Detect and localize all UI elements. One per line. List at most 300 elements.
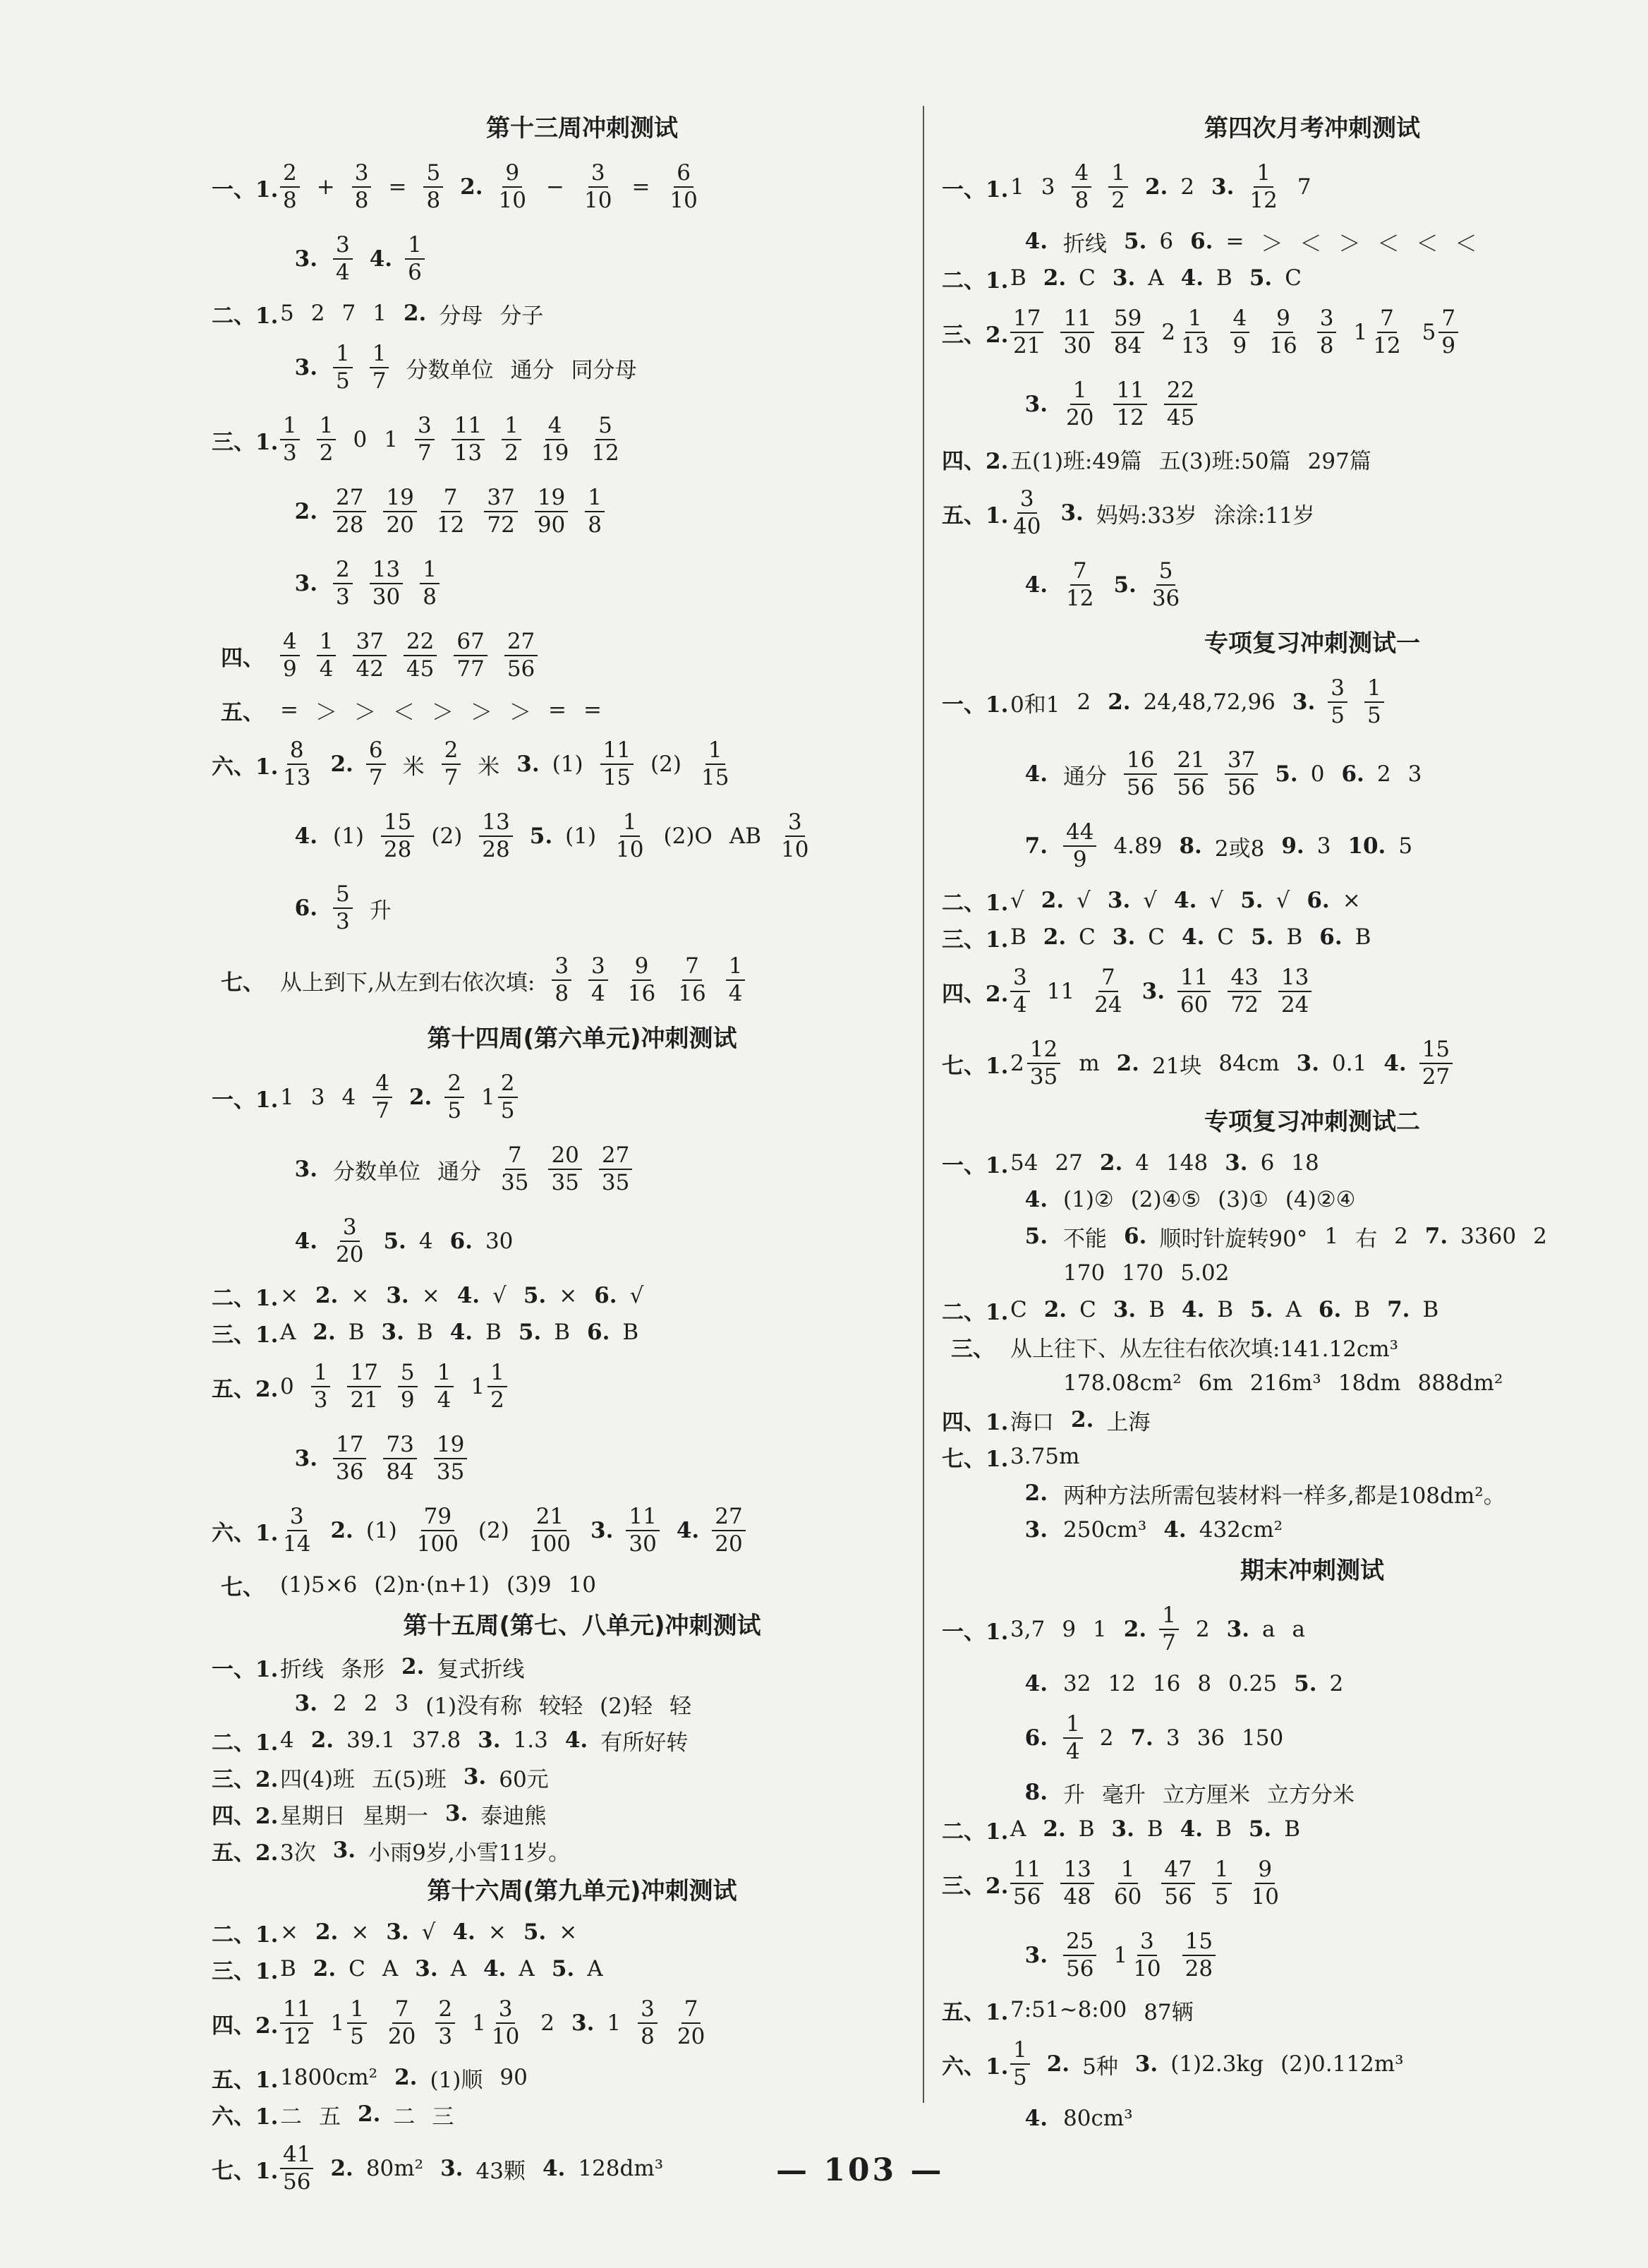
question-number: 3. [386,1919,409,1945]
answer-line [212,332,924,404]
fraction [626,1505,659,1555]
answer-text: 5种 [1082,2053,1118,2080]
numerator: 1 [487,1361,507,1387]
fraction [280,630,300,680]
answer-text: 11 [1046,979,1075,1004]
question-number: 6. [1319,924,1343,950]
question-number: 5. [1275,761,1298,787]
answer-text: 5 [1398,833,1413,859]
question-number: 4. [1182,1297,1205,1322]
question-label: 五、1. [212,2067,279,2093]
answer-text: B [1216,265,1232,291]
question-number: 4. [449,1320,473,1345]
denominator: 5 [1367,703,1381,728]
answer-text: 2 [363,1691,378,1716]
question-label: 4. [1024,761,1048,787]
numerator: 12 [1027,1038,1060,1064]
numerator: 27 [504,630,538,656]
numerator: 15 [1182,1930,1216,1956]
fraction [423,162,443,212]
answer-text: 87辆 [1144,1999,1194,2025]
fraction [1063,821,1096,871]
answer-text: 星期日 [280,1803,346,1829]
denominator: 9 [400,1387,415,1413]
denominator: 8 [354,188,369,213]
fraction [454,630,487,680]
question-label: 六、1. [942,2053,1009,2080]
numerator: 17 [347,1361,380,1387]
numerator: 1 [1254,162,1273,188]
answer-text: ＜ [392,699,415,725]
numerator: 43 [1228,966,1261,992]
mixed-number [1422,307,1460,357]
question-number: 5. [1251,924,1274,950]
numerator: 41 [280,2143,313,2169]
denominator: 100 [416,1531,459,1557]
numerator: 1 [1185,307,1205,333]
question-number: 5. [383,1229,406,1254]
question-number: 2. [330,752,353,777]
answer-text: A [450,1956,467,1982]
question-number: 2. [1041,888,1065,913]
denominator: 3 [438,2024,453,2049]
denominator: 20 [715,1531,743,1557]
denominator: 84 [1113,333,1142,358]
denominator: 35 [551,1170,579,1195]
fraction [1149,560,1182,610]
numerator: 79 [421,1505,454,1531]
fraction [311,1361,331,1411]
question-number: 5. [529,824,553,849]
answer-text: = [1225,229,1244,254]
answer-line [212,1795,924,1832]
fraction [1266,307,1299,357]
answer-text: 216m³ [1249,1370,1321,1396]
answer-text: 178.08cm² [1063,1370,1182,1396]
whole-part: 1 [1353,320,1368,345]
denominator: 10 [491,2024,520,2049]
question-label: 四、2. [942,448,1009,474]
answer-text: 2 [1099,1725,1114,1751]
answer-text: 上海 [1106,1409,1151,1435]
numerator: 17 [333,1433,366,1459]
denominator: 56 [1164,1884,1192,1910]
denominator: 12 [1373,333,1401,358]
denominator: 12 [591,440,619,466]
fraction [1010,488,1043,538]
denominator: 20 [1066,405,1094,430]
answer-text: 18dm [1338,1370,1401,1396]
question-number: 2. [1144,174,1168,200]
denominator: 12 [1249,188,1278,213]
answer-text: 涂涂:11岁 [1213,502,1315,529]
question-label: 4. [1024,572,1048,598]
answer-line [212,1759,924,1795]
answer-text: A [587,1956,603,1982]
question-label: 7. [1024,833,1048,859]
numerator: 3 [552,955,571,981]
denominator: 5 [1214,1884,1229,1910]
section-title: 第十五周(第七、八单元)冲刺测试 [403,1612,761,1640]
fraction [1164,379,1197,429]
fraction [1174,749,1207,799]
numerator: 27 [333,486,366,512]
numerator: 37 [1225,749,1258,775]
answer-text: C [1010,1297,1027,1322]
answer-text: 1 [1093,1617,1107,1642]
answer-text: ＞ [315,699,337,725]
answer-line [942,1365,1648,1401]
numerator: 5 [333,883,353,909]
numerator: 25 [1063,1930,1096,1956]
answer-text: 立方厘米 [1163,1782,1250,1808]
denominator: 8 [641,2024,655,2049]
fraction [333,234,353,284]
answer-text: 3 [1407,761,1422,787]
answer-text: 90 [499,2065,528,2090]
denominator: 21 [1013,333,1041,358]
question-number: 3. [1226,1617,1249,1642]
question-label: 五、2. [212,1376,279,1402]
question-number: 6. [1341,761,1364,787]
question-number: 6. [1190,229,1213,254]
numerator: 9 [1255,1858,1275,1884]
answer-text: B [348,1320,365,1345]
page-number: — 103 — [776,2152,945,2188]
denominator: 56 [1066,1956,1094,1982]
answer-text: 3 [1041,174,1055,200]
answer-text: 60元 [499,1766,549,1792]
answer-text: B [1010,265,1026,291]
fraction [280,1505,313,1555]
question-label: 三、1. [212,1322,279,1348]
answer-line [212,2096,924,2133]
answer-line [212,800,924,872]
numerator: 20 [548,1144,581,1170]
answer-text: 小雨9岁,小雪11岁。 [368,1840,571,1866]
fraction [502,414,521,464]
fraction [1111,1858,1144,1908]
answer-text: √ [1010,888,1024,913]
answer-text: 复式折线 [437,1656,525,1682]
question-label: 2. [1024,1480,1048,1506]
question-number: 3. [1296,1051,1320,1076]
answer-text: 四(4)班 [280,1766,355,1792]
fraction [280,414,300,464]
numerator: 11 [1177,966,1211,992]
question-number: 4. [369,246,393,272]
answer-text: (1) [552,752,583,777]
answer-text: 1800cm² [280,2065,378,2090]
denominator: 56 [507,656,535,682]
question-label: 4. [1024,229,1048,254]
answer-text: 888dm² [1417,1370,1503,1396]
answer-text: 80m² [365,2156,424,2181]
numerator: 4 [1072,162,1091,188]
question-label: 五、1. [942,502,1009,529]
answer-text: B [1078,1816,1095,1842]
fraction [434,486,467,536]
question-number: 3. [445,1801,468,1826]
denominator: 100 [528,1531,571,1557]
answer-text: 8 [1197,1671,1212,1696]
numerator: 2 [444,1072,464,1098]
fraction [479,811,512,861]
fraction [1278,966,1311,1016]
answer-line [942,1145,1648,1181]
numerator: 6 [674,162,693,188]
answer-line [942,738,1648,810]
answer-text: ＜ [1455,231,1477,257]
numerator: 7 [392,1998,412,2024]
numerator: 7 [1098,966,1118,992]
fraction [588,414,622,464]
numerator: 1 [1063,1713,1083,1739]
answer-line [212,404,924,476]
answer-text: 7:51~8:00 [1010,1997,1127,2022]
fraction [1091,966,1125,1016]
answer-text: B [1355,924,1371,950]
answer-text: C [349,1956,365,1982]
denominator: 30 [1063,333,1091,358]
question-label: 5. [1024,1224,1048,1249]
answer-text: (2)O [663,824,713,849]
fraction [280,1998,313,2048]
numerator: 11 [600,739,634,765]
question-number: 6. [594,1283,617,1308]
answer-text: B [1284,1816,1301,1842]
answer-text: 3 [1165,1725,1180,1751]
numerator: 19 [434,1433,467,1459]
fraction [1108,162,1128,212]
fraction [372,1072,392,1122]
fraction [1111,307,1144,357]
denominator: 20 [387,2024,416,2049]
numerator: 7 [681,1998,701,2024]
fraction [404,630,437,680]
denominator: 5 [500,1098,515,1123]
answer-text: 1.3 [513,1727,548,1753]
denominator: 56 [1127,775,1155,800]
question-number: 2. [1099,1150,1123,1176]
fraction [420,558,440,608]
answer-line [212,1950,924,1987]
question-label: 一、1. [212,176,279,203]
answer-text: B [1422,1297,1439,1322]
answer-text: C [1079,265,1096,291]
numerator: 1 [1364,677,1384,703]
section-title: 专项复习冲刺测试一 [1204,629,1420,658]
question-number: 3. [332,1838,356,1863]
answer-text: C [1079,1297,1096,1322]
answer-line [942,1919,1648,1991]
fraction [674,1998,708,2048]
numerator: 9 [502,162,522,188]
denominator: 15 [602,765,631,790]
denominator: 8 [1319,333,1334,358]
answer-text: 泰迪熊 [480,1803,547,1829]
denominator: 12 [1066,586,1094,611]
answer-text: 二 [280,2104,302,2130]
question-label: 三、1. [212,1958,279,1984]
answer-line [942,1847,1648,1919]
question-label: 六、1. [212,754,279,780]
question-number: 2. [1123,1617,1147,1642]
denominator: 3 [283,440,297,466]
answer-text: = [631,174,650,200]
answer-line [942,955,1648,1027]
question-number: 2. [1116,1051,1139,1076]
answer-text: 170 [1063,1260,1105,1286]
question-label: 七、1. [942,1053,1009,1079]
answer-line [942,151,1648,223]
fraction [1178,307,1211,357]
denominator: 9 [1232,333,1247,358]
answer-text: 0和1 [1010,692,1060,718]
answer-text: (2)④⑤ [1130,1187,1201,1212]
denominator: 60 [1113,1884,1142,1910]
fraction [1228,966,1261,1016]
denominator: 90 [537,512,566,538]
numerator: 7 [1377,307,1397,333]
question-number: 2. [1043,1297,1067,1322]
answer-text: a [1262,1617,1276,1642]
fraction [347,1998,367,2048]
denominator: 36 [1151,586,1180,611]
whole-part: 2 [1010,1051,1024,1076]
question-label: 二、1. [942,267,1009,294]
denominator: 56 [1177,775,1205,800]
answer-text: × [280,1919,298,1945]
answer-text: 39.1 [346,1727,396,1753]
question-label: 四、 [221,645,265,671]
answer-text: 分子 [499,303,544,329]
answer-text: A [280,1320,296,1345]
fraction [1161,1858,1194,1908]
question-number: 4. [483,1956,507,1982]
fraction [1063,1713,1083,1763]
fraction [280,162,300,212]
question-number: 3. [1134,2051,1158,2077]
numerator: 2 [333,558,353,584]
question-label: 七、 [221,1574,265,1600]
answer-line [942,549,1648,621]
answer-text: 10 [568,1572,597,1598]
numerator: 13 [479,811,512,837]
question-number: 3. [463,1764,487,1790]
numerator: 1 [405,234,425,260]
question-label: 七、 [221,970,265,996]
answer-text: 54 [1010,1150,1038,1176]
question-number: 2. [1108,689,1131,715]
question-label: 3. [294,571,317,596]
question-number: 5. [1249,265,1273,291]
answer-text: 2 [1533,1224,1547,1249]
answer-text: √ [492,1283,507,1308]
section-title: 第十六周(第九单元)冲刺测试 [427,1877,737,1905]
column-divider [923,106,924,2103]
question-number: 3. [1141,979,1165,1004]
denominator: 42 [356,656,384,682]
answer-line [212,872,924,944]
answer-text: 4 [1135,1150,1150,1176]
question-label: 4. [294,824,317,849]
answer-line [942,260,1648,296]
answer-text: 右 [1355,1226,1378,1252]
fraction [1230,307,1250,357]
question-number: 3. [415,1956,438,1982]
question-label: 二、1. [942,890,1009,916]
answer-line [212,151,924,223]
answer-text: 36 [1196,1725,1225,1751]
answer-line [942,1438,1648,1475]
numerator: 1 [435,1361,454,1387]
fraction [1010,1858,1043,1908]
numerator: 11 [626,1505,659,1531]
answer-text: B [1146,1816,1163,1842]
answer-line [212,1205,924,1277]
numerator: 7 [1070,560,1090,586]
question-number: 2. [330,2156,353,2181]
denominator: 2 [504,440,519,466]
answer-line [942,477,1648,549]
fraction [552,955,571,1005]
numerator: 19 [535,486,568,512]
answer-text: 12 [1108,1671,1136,1696]
question-label: 4. [1024,1671,1048,1696]
denominator: 84 [386,1459,414,1485]
question-label: 3. [294,1446,317,1471]
question-number: 3. [1112,924,1136,950]
whole-part: 1 [330,2010,345,2036]
answer-text: 84cm [1218,1051,1280,1076]
numerator: 6 [366,739,386,765]
answer-text: (2) [650,752,681,777]
question-label: 三、2. [942,322,1009,348]
fraction [333,883,353,933]
answer-text: (2)n·(n+1) [374,1572,490,1598]
answer-text: 37.8 [412,1727,461,1753]
answer-text: × [280,1283,298,1308]
denominator: 5 [1013,2065,1027,2090]
numerator: 4 [280,630,300,656]
question-number: 6. [1124,1224,1147,1249]
answer-text: (1) [565,824,597,849]
answer-text: 32 [1063,1671,1091,1696]
denominator: 10 [1251,1884,1279,1910]
answer-text: 条形 [341,1656,384,1682]
question-number: 2. [1046,2051,1070,2077]
answer-text: √ [421,1919,436,1945]
fraction [317,414,337,464]
answer-text: m [1079,1051,1100,1076]
denominator: 13 [283,765,311,790]
answer-text: A [1285,1297,1302,1322]
answer-text: 43颗 [475,2158,526,2184]
answer-text: (1)5×6 [280,1572,358,1598]
numerator: 1 [311,1361,331,1387]
fraction [442,739,461,789]
answer-text: √ [1276,888,1290,913]
denominator: 56 [283,2169,311,2195]
answer-text: AB [729,824,761,849]
fraction [1212,1858,1232,1908]
fraction [317,630,337,680]
answer-text: √ [629,1283,644,1308]
answer-text: 2 [1329,1671,1344,1696]
question-label: 三、 [951,1336,995,1362]
numerator: 4 [1230,307,1250,333]
